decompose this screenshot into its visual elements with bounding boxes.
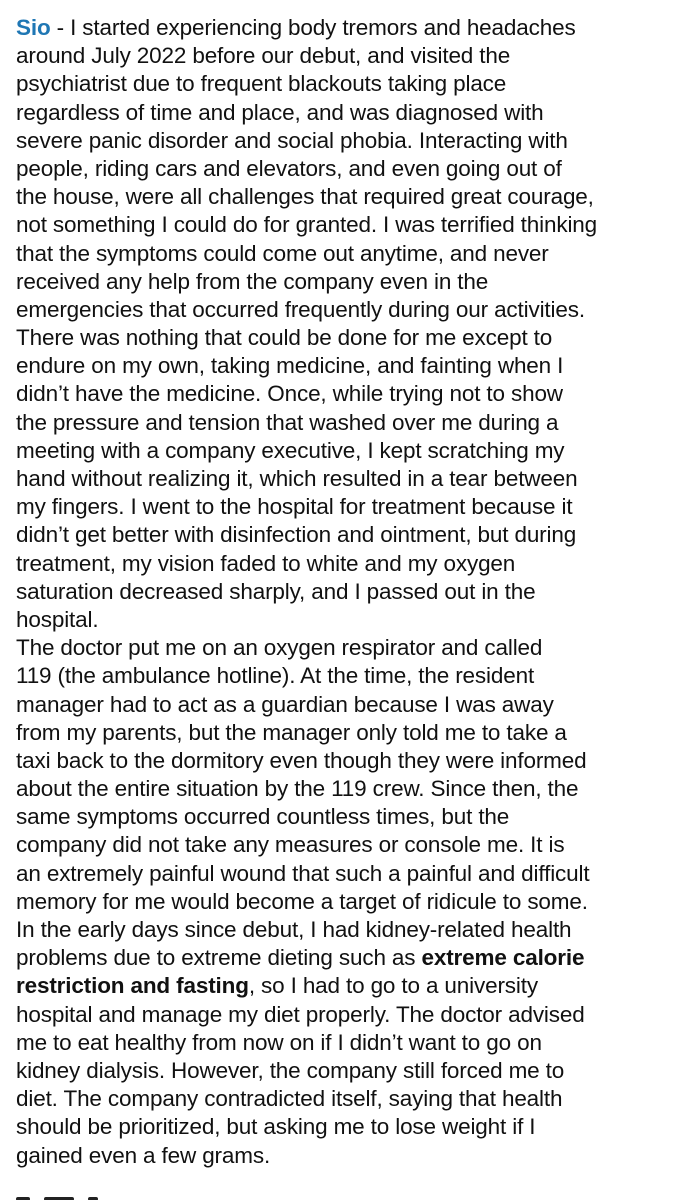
paragraph-line: an extremely painful wound that such a painful and difficult: [16, 860, 590, 886]
document-body: [16, 14, 676, 1170]
paragraph-line: saturation decreased sharply, and I passed out in the: [16, 578, 536, 604]
paragraph-line: company did not take any measures or console me. It is: [16, 832, 565, 858]
paragraph-line: treatment, my vision faded to white and my oxygen: [16, 550, 516, 576]
paragraph-line: about the entire situation by the 119 crew. Since then, the: [16, 776, 579, 802]
paragraph-line: psychiatrist due to frequent blackouts taking place: [16, 71, 507, 97]
paragraph-line: 119 (the ambulance hotline). At the time, the resident: [16, 663, 535, 689]
paragraph-line: regardless of time and place, and was diagnosed with: [16, 99, 544, 125]
paragraph-text: , so I had to go to a university: [248, 973, 538, 999]
paragraph-line: hospital.: [16, 606, 99, 632]
paragraph-line: [16, 944, 676, 972]
paragraph-text: problems due to extreme dieting such as: [16, 945, 422, 971]
paragraph-line: hand without realizing it, which resulted in a tear between: [16, 466, 578, 491]
paragraph-line: diet. The company contradicted itself, saying that health: [16, 1086, 563, 1112]
paragraph-text: - I started experiencing body tremors and headaches: [50, 15, 576, 40]
paragraph-line: didn’t have the medicine. Once, while trying not to show: [16, 381, 563, 407]
paragraph-line: me to eat healthy from now on if I didn’t want to go on: [16, 1029, 542, 1055]
paragraph-line: the pressure and tension that washed over me during a: [16, 409, 559, 435]
paragraph-line: endure on my own, taking medicine, and fainting when I: [16, 353, 564, 379]
paragraph-line: taxi back to the dormitory even though they were informed: [16, 747, 587, 773]
paragraph-line: should be prioritized, but asking me to lose weight if I: [16, 1114, 536, 1140]
paragraph-line: The doctor put me on an oxygen respirator and called: [16, 635, 543, 661]
paragraph-line: gained even a few grams.: [16, 1142, 271, 1168]
emphasized-text: extreme calorie: [421, 945, 585, 971]
paragraph-line: hospital and manage my diet properly. The doctor advised: [16, 1001, 585, 1027]
paragraph-line: manager had to act as a guardian because I was away: [16, 691, 554, 717]
paragraph-line: my fingers. I went to the hospital for treatment because it: [16, 494, 573, 520]
paragraph-line: didn’t get better with disinfection and ointment, but during: [16, 522, 577, 548]
paragraph-line: There was nothing that could be done for me except to: [16, 325, 553, 351]
paragraph-2: [16, 634, 676, 1170]
paragraph-line: from my parents, but the manager only told me to take a: [16, 719, 567, 745]
emphasized-text: restriction and fasting: [16, 973, 249, 999]
paragraph-line: [16, 972, 676, 1000]
speaker-name: Sio: [16, 15, 51, 40]
paragraph-line: meeting with a company executive, I kept scratching my: [16, 437, 565, 463]
paragraph-line: not something I could do for granted. I was terrified thinking: [16, 212, 598, 238]
paragraph-1: [16, 14, 676, 634]
paragraph-line: around July 2022 before our debut, and visited the: [16, 43, 511, 69]
paragraph-line: received any help from the company even in the: [16, 268, 489, 294]
cutoff-text-fragment: [16, 1188, 216, 1200]
paragraph-line: In the early days since debut, I had kidney-related health: [16, 917, 572, 942]
paragraph-line: same symptoms occurred countless times, but the: [16, 804, 510, 830]
paragraph-line: kidney dialysis. However, the company still forced me to: [16, 1057, 565, 1083]
paragraph-line: emergencies that occurred frequently during our activities.: [16, 296, 585, 322]
paragraph-line: severe panic disorder and social phobia. Interacting with: [16, 127, 568, 153]
paragraph-line: that the symptoms could come out anytime, and never: [16, 240, 549, 266]
paragraph-line: people, riding cars and elevators, and even going out of: [16, 155, 562, 181]
paragraph-line: the house, were all challenges that required great courage,: [16, 184, 594, 210]
paragraph-line: memory for me would become a target of ridicule to some.: [16, 888, 588, 914]
paragraph-line: [16, 14, 676, 42]
